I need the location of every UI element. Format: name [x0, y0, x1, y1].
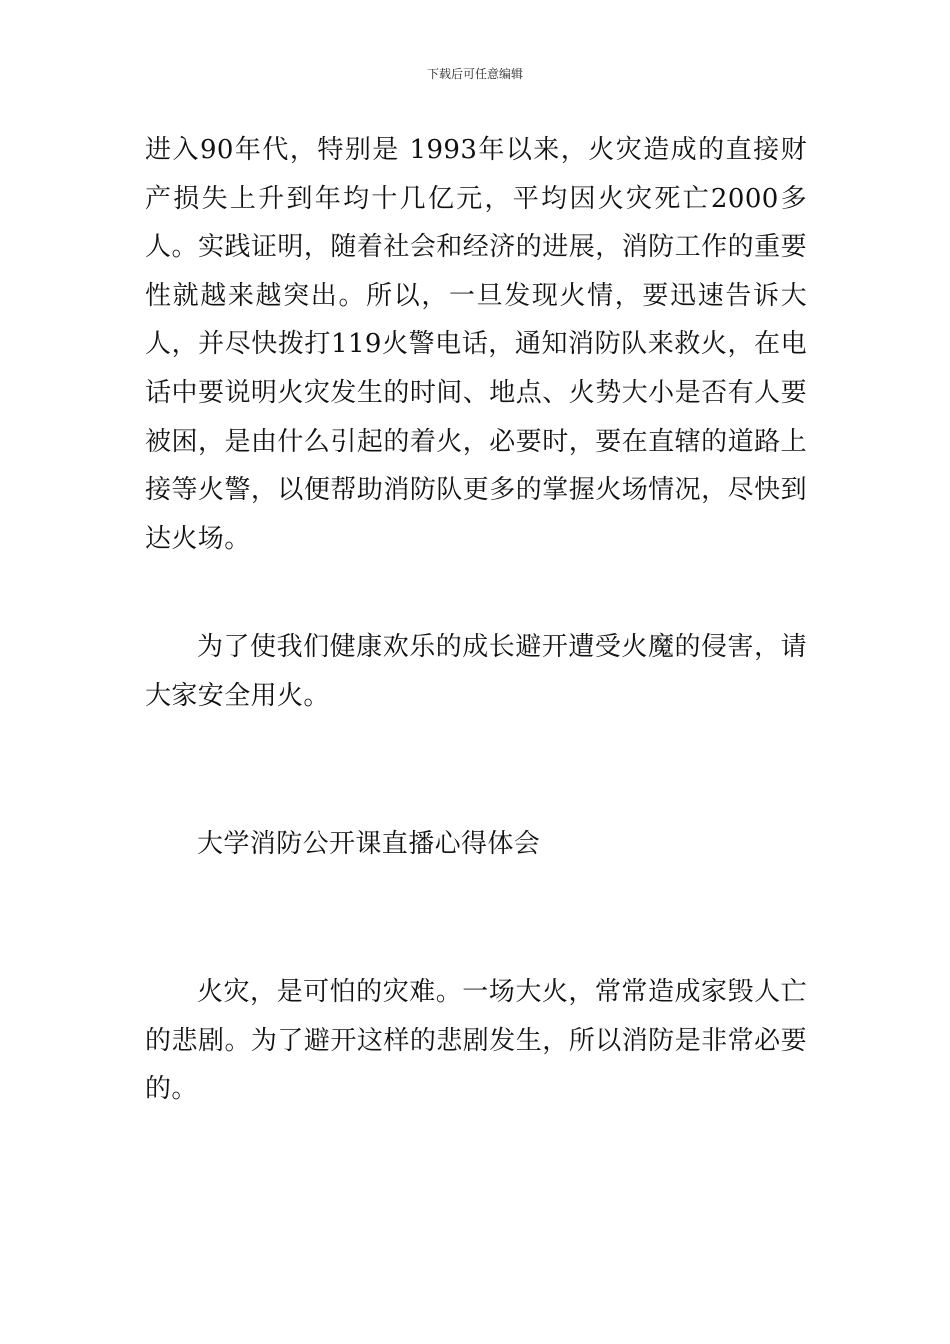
- page-header: 下载后可任意编辑: [426, 67, 523, 81]
- section-title: 大学消防公开课直播心得体会: [197, 829, 541, 859]
- paragraph-fire-disaster: 火灾，是可怕的灾难。一场大火，常常造成家毁人亡的悲剧。为了避开这样的悲剧发生，所以消防是非常必要的。: [145, 977, 807, 1105]
- paragraph-fire-statistics: 进入90年代，特别是 1993年以来，火灾造成的直接财产损失上升到年均十几亿元，平均因火灾死亡2000多人。实践证明，随着社会和经济的进展，消防工作的重要性就越来越突出。所以，一旦发现火情，要迅速告诉大人，并尽快拨打119火警电话，通知消防队来救火，在电话中要说明火灾发生的时间、地点、火势大小是否有人要被困，是由什么引起的着火，必要时，要在直辖的道路上接等火警，以便帮助消防队更多的掌握火场情况，尽快到达火场。: [145, 135, 807, 554]
- paragraph-safe-fire-use: 为了使我们健康欢乐的成长避开遭受火魔的侵害，请大家安全用火。: [145, 632, 807, 711]
